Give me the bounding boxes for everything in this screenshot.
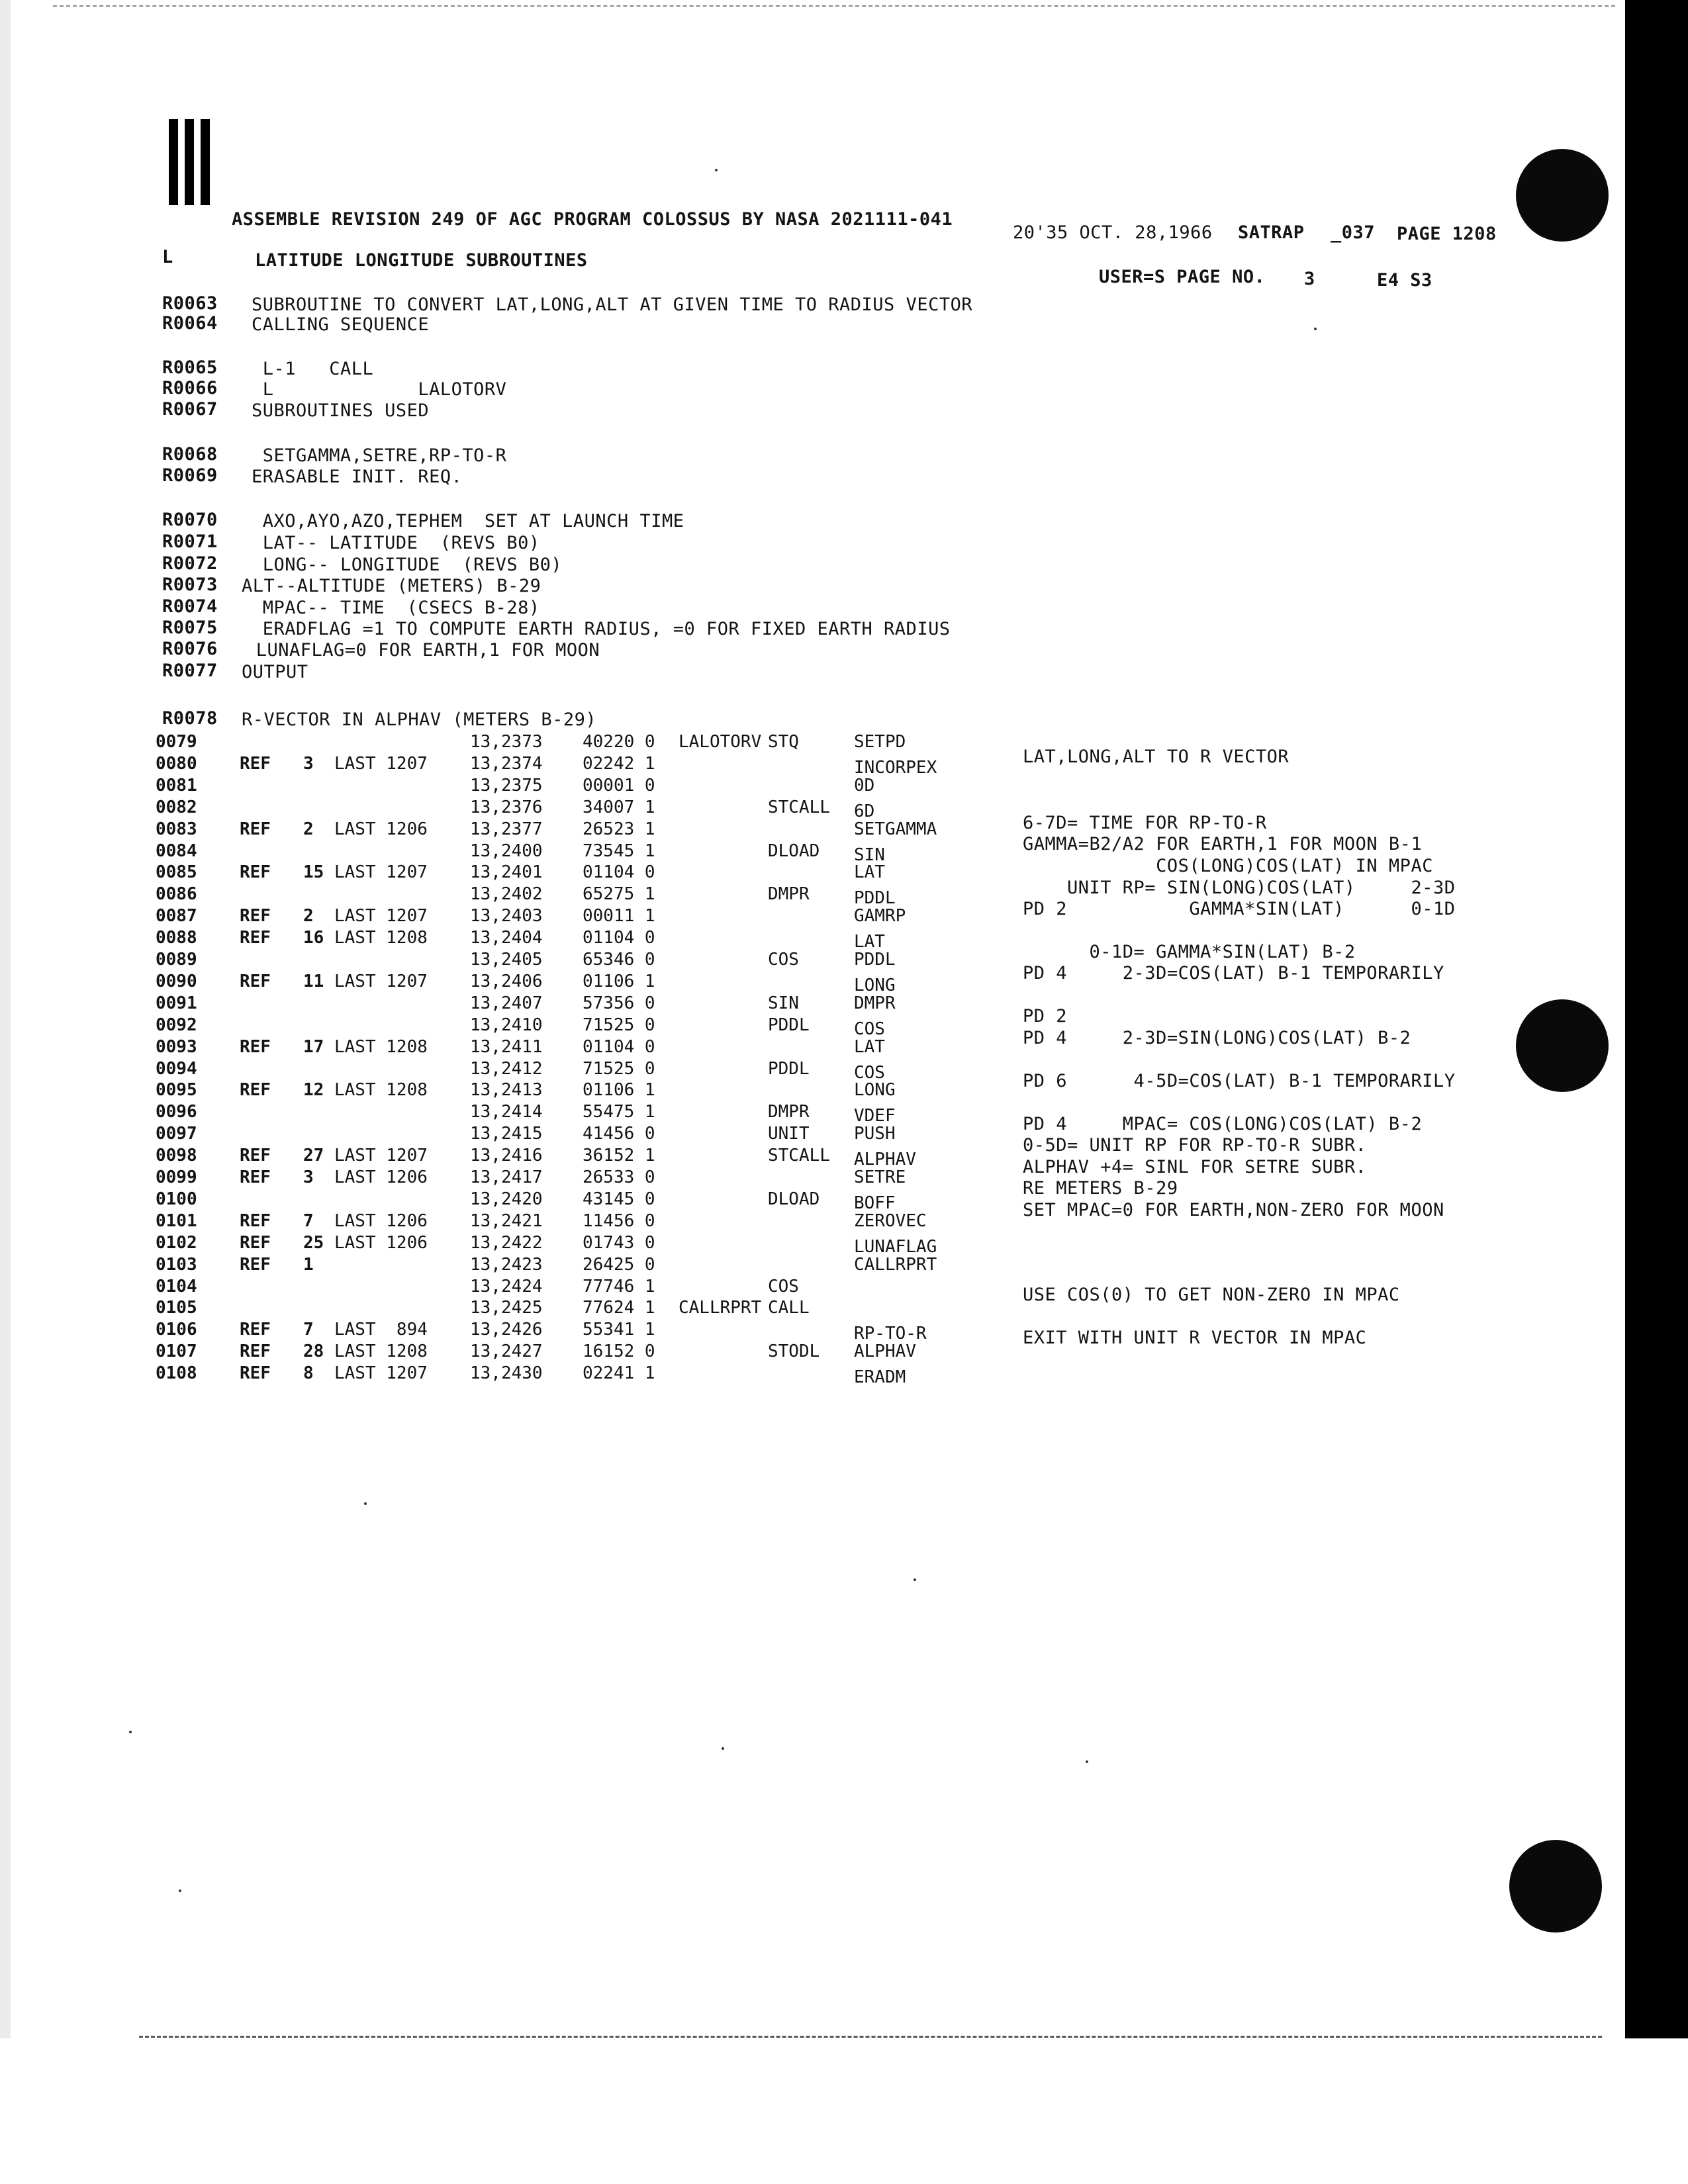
- address: 13,2417: [470, 1167, 543, 1187]
- remark-text: OUTPUT: [242, 662, 308, 682]
- operand: PDDL: [854, 950, 896, 970]
- ref-count: 17: [303, 1036, 324, 1057]
- remark-id: R0072: [162, 553, 218, 574]
- ref-marker: REF: [240, 928, 271, 948]
- operand: LUNAFLAG: [854, 1236, 937, 1257]
- address: 13,2412: [470, 1058, 543, 1079]
- address: 13,2425: [470, 1298, 543, 1318]
- top-perforation-rule: [53, 5, 1615, 7]
- address: 13,2376: [470, 797, 543, 817]
- last-ref: LAST 1207: [334, 753, 428, 774]
- opcode: COS: [768, 950, 799, 970]
- octal-word: 36152 1: [583, 1146, 655, 1166]
- remark-text: CALLING SEQUENCE: [252, 314, 430, 335]
- address: 13,2405: [470, 950, 543, 970]
- ref-marker: REF: [240, 1167, 271, 1187]
- last-ref: LAST 1207: [334, 862, 428, 883]
- address: 13,2402: [470, 884, 543, 905]
- bottom-perforation-rule: [139, 2036, 1602, 2038]
- opcode: STCALL: [768, 1146, 830, 1166]
- octal-word: 43145 0: [583, 1189, 655, 1209]
- comment-line: EXIT WITH UNIT R VECTOR IN MPAC: [1023, 1328, 1367, 1348]
- ref-marker: REF: [240, 819, 271, 839]
- operand: PUSH: [854, 1124, 896, 1144]
- opcode: DMPR: [768, 884, 810, 905]
- comment-line: GAMMA=B2/A2 FOR EARTH,1 FOR MOON B-1: [1023, 834, 1423, 854]
- line-number: 0102: [156, 1232, 197, 1253]
- address: 13,2427: [470, 1342, 543, 1362]
- opcode: CALL: [768, 1298, 810, 1318]
- line-number: 0092: [156, 1015, 197, 1035]
- remark-id: R0073: [162, 574, 218, 595]
- line-number: 0100: [156, 1189, 197, 1209]
- address: 13,2374: [470, 753, 543, 774]
- octal-word: 01104 0: [583, 862, 655, 883]
- ref-marker: REF: [240, 753, 271, 774]
- operand: SIN: [854, 844, 885, 865]
- comment-line: RE METERS B-29: [1023, 1178, 1178, 1199]
- ref-count: 27: [303, 1146, 324, 1166]
- operand: GAMRP: [854, 906, 906, 927]
- remark-id: R0070: [162, 510, 218, 530]
- octal-word: 00001 0: [583, 775, 655, 796]
- opcode: STCALL: [768, 797, 830, 817]
- address: 13,2404: [470, 928, 543, 948]
- octal-word: 01106 1: [583, 1080, 655, 1101]
- last-ref: LAST 1208: [334, 1342, 428, 1362]
- comment-line: SET MPAC=0 FOR EARTH,NON-ZERO FOR MOON: [1023, 1200, 1444, 1220]
- ref-marker: REF: [240, 1254, 271, 1275]
- octal-word: 16152 0: [583, 1342, 655, 1362]
- ref-marker: REF: [240, 1342, 271, 1362]
- opcode: DMPR: [768, 1102, 810, 1122]
- ref-marker: REF: [240, 1232, 271, 1253]
- comment-line: UNIT RP= SIN(LONG)COS(LAT) 2-3D: [1023, 878, 1456, 898]
- last-ref: LAST 1206: [334, 1232, 428, 1253]
- operand: 6D: [854, 801, 875, 821]
- ref-marker: REF: [240, 1036, 271, 1057]
- scan-speck: [364, 1502, 367, 1505]
- opcode: DLOAD: [768, 1189, 820, 1209]
- octal-word: 71525 0: [583, 1058, 655, 1079]
- octal-word: 40220 0: [583, 732, 655, 752]
- octal-word: 57356 0: [583, 993, 655, 1013]
- octal-word: 11456 0: [583, 1210, 655, 1231]
- operand: SETPD: [854, 732, 906, 752]
- ref-count: 3: [303, 753, 314, 774]
- comment-line: LAT,LONG,ALT TO R VECTOR: [1023, 747, 1289, 767]
- line-number: 0086: [156, 884, 197, 905]
- line-number: 0083: [156, 819, 197, 839]
- operand: LAT: [854, 862, 885, 883]
- satrap-label: SATRAP: [1238, 222, 1305, 243]
- address: 13,2373: [470, 732, 543, 752]
- comment-line: PD 4 2-3D=COS(LAT) B-1 TEMPORARILY: [1023, 963, 1444, 983]
- ref-marker: REF: [240, 1146, 271, 1166]
- scan-left-edge: [0, 0, 11, 2038]
- punch-hole-bottom: [1509, 1840, 1602, 1933]
- octal-word: 77746 1: [583, 1276, 655, 1297]
- comment-line: PD 4 2-3D=SIN(LONG)COS(LAT) B-2: [1023, 1028, 1411, 1048]
- operand: INCORPEX: [854, 757, 937, 778]
- octal-word: 65275 1: [583, 884, 655, 905]
- operand: LAT: [854, 932, 885, 952]
- opcode: STQ: [768, 732, 799, 752]
- ref-marker: REF: [240, 1210, 271, 1231]
- octal-word: 77624 1: [583, 1298, 655, 1318]
- address: 13,2416: [470, 1146, 543, 1166]
- remark-text: LONG-- LONGITUDE (REVS B0): [252, 555, 563, 575]
- line-number: 0096: [156, 1102, 197, 1122]
- operand: ZEROVEC: [854, 1210, 927, 1231]
- octal-word: 26523 1: [583, 819, 655, 839]
- octal-word: 00011 1: [583, 906, 655, 927]
- line-number: 0108: [156, 1363, 197, 1384]
- remark-text: R-VECTOR IN ALPHAV (METERS B-29): [242, 709, 597, 730]
- line-number: 0098: [156, 1146, 197, 1166]
- operand: DMPR: [854, 993, 896, 1013]
- last-ref: LAST 1207: [334, 971, 428, 991]
- address: 13,2422: [470, 1232, 543, 1253]
- ref-count: 15: [303, 862, 324, 883]
- operand: RP-TO-R: [854, 1324, 927, 1344]
- comment-line: 0-1D= GAMMA*SIN(LAT) B-2: [1023, 942, 1356, 962]
- line-number: 0101: [156, 1210, 197, 1231]
- opcode: SIN: [768, 993, 799, 1013]
- scan-speck: [715, 169, 718, 171]
- opcode: DLOAD: [768, 841, 820, 861]
- line-number: 0107: [156, 1342, 197, 1362]
- scan-speck: [914, 1578, 916, 1581]
- address: 13,2415: [470, 1124, 543, 1144]
- last-ref: LAST 1207: [334, 906, 428, 927]
- remark-id: R0071: [162, 531, 218, 552]
- remark-text: SUBROUTINE TO CONVERT LAT,LONG,ALT AT GIVEN TIME TO RADIUS VECTOR: [252, 295, 973, 315]
- opcode: COS: [768, 1276, 799, 1297]
- remark-id: R0075: [162, 617, 218, 638]
- octal-word: 34007 1: [583, 797, 655, 817]
- line-number: 0090: [156, 971, 197, 991]
- operand: BOFF: [854, 1193, 896, 1213]
- comment-line: COS(LONG)COS(LAT) IN MPAC: [1023, 856, 1433, 876]
- ref-count: 1: [303, 1254, 314, 1275]
- comment-line: USE COS(0) TO GET NON-ZERO IN MPAC: [1023, 1285, 1400, 1305]
- last-ref: LAST 1206: [334, 1167, 428, 1187]
- line-number: 0079: [156, 732, 197, 752]
- octal-word: 55341 1: [583, 1320, 655, 1340]
- opcode: PDDL: [768, 1058, 810, 1079]
- remark-text: LAT-- LATITUDE (REVS B0): [252, 533, 540, 553]
- ref-count: 2: [303, 906, 314, 927]
- octal-word: 55475 1: [583, 1102, 655, 1122]
- scan-speck: [129, 1731, 132, 1733]
- operand: 0D: [854, 775, 875, 796]
- octal-word: 41456 0: [583, 1124, 655, 1144]
- last-ref: LAST 1206: [334, 819, 428, 839]
- ref-marker: REF: [240, 1080, 271, 1101]
- operand: ALPHAV: [854, 1342, 916, 1362]
- octal-word: 01743 0: [583, 1232, 655, 1253]
- last-ref: LAST 1208: [334, 928, 428, 948]
- program-banner: ASSEMBLE REVISION 249 OF AGC PROGRAM COLOSSUS BY NASA 2021111-041: [232, 209, 953, 230]
- users-page-code: E4 S3: [1377, 270, 1432, 291]
- operand: VDEF: [854, 1106, 896, 1126]
- octal-word: 02241 1: [583, 1363, 655, 1384]
- operand: SETGAMMA: [854, 819, 937, 839]
- remark-text: L LALOTORV: [252, 379, 507, 400]
- ref-count: 25: [303, 1232, 324, 1253]
- line-number: 0085: [156, 862, 197, 883]
- listing-date: 20'35 OCT. 28,1966: [1013, 222, 1213, 243]
- remark-id: R0063: [162, 293, 218, 314]
- ref-count: 28: [303, 1342, 324, 1362]
- comment-line: PD 6 4-5D=COS(LAT) B-1 TEMPORARILY: [1023, 1071, 1456, 1091]
- ref-count: 7: [303, 1320, 314, 1340]
- remark-text: ERASABLE INIT. REQ.: [252, 467, 463, 487]
- operand: CALLRPRT: [854, 1254, 937, 1275]
- address: 13,2423: [470, 1254, 543, 1275]
- scan-right-edge: [1625, 0, 1688, 2038]
- remark-id: R0068: [162, 444, 218, 465]
- address: 13,2421: [470, 1210, 543, 1231]
- remark-id: R0076: [162, 639, 218, 659]
- line-number: 0097: [156, 1124, 197, 1144]
- remark-text: SUBROUTINES USED: [252, 400, 430, 421]
- ref-count: 12: [303, 1080, 324, 1101]
- ref-marker: REF: [240, 862, 271, 883]
- scan-speck: [179, 1889, 181, 1892]
- scan-speck: [1314, 328, 1317, 330]
- line-number: 0104: [156, 1276, 197, 1297]
- operand: COS: [854, 1019, 885, 1039]
- address: 13,2401: [470, 862, 543, 883]
- ref-marker: REF: [240, 1320, 271, 1340]
- page-code: _037: [1331, 222, 1376, 243]
- last-ref: LAST 1208: [334, 1080, 428, 1101]
- line-number: 0105: [156, 1298, 197, 1318]
- line-number: 0080: [156, 753, 197, 774]
- opcode: PDDL: [768, 1015, 810, 1035]
- last-ref: LAST 1207: [334, 1146, 428, 1166]
- remark-text: MPAC-- TIME (CSECS B-28): [252, 598, 540, 618]
- octal-word: 71525 0: [583, 1015, 655, 1035]
- address: 13,2400: [470, 841, 543, 861]
- operand: COS: [854, 1062, 885, 1083]
- operand: PDDL: [854, 888, 896, 909]
- ref-count: 7: [303, 1210, 314, 1231]
- line-number: 0088: [156, 928, 197, 948]
- ref-marker: REF: [240, 906, 271, 927]
- line-number: 0087: [156, 906, 197, 927]
- address: 13,2414: [470, 1102, 543, 1122]
- remark-text: ALT--ALTITUDE (METERS) B-29: [242, 576, 541, 596]
- line-number: 0106: [156, 1320, 197, 1340]
- remark-id: R0065: [162, 357, 218, 378]
- octal-word: 01104 0: [583, 1036, 655, 1057]
- comment-line: PD 4 MPAC= COS(LONG)COS(LAT) B-2: [1023, 1114, 1423, 1134]
- address: 13,2420: [470, 1189, 543, 1209]
- line-number: 0082: [156, 797, 197, 817]
- ref-marker: REF: [240, 971, 271, 991]
- address: 13,2406: [470, 971, 543, 991]
- line-number: 0099: [156, 1167, 197, 1187]
- comment-line: 0-5D= UNIT RP FOR RP-TO-R SUBR.: [1023, 1135, 1367, 1156]
- ref-marker: REF: [240, 1363, 271, 1384]
- operand: ERADM: [854, 1367, 906, 1388]
- line-number: 0103: [156, 1254, 197, 1275]
- address: 13,2426: [470, 1320, 543, 1340]
- octal-word: 01104 0: [583, 928, 655, 948]
- remark-text: AXO,AYO,AZO,TEPHEM SET AT LAUNCH TIME: [252, 511, 684, 531]
- line-number: 0081: [156, 775, 197, 796]
- remark-id: R0078: [162, 708, 218, 729]
- opcode: UNIT: [768, 1124, 810, 1144]
- address: 13,2430: [470, 1363, 543, 1384]
- code-label: CALLRPRT: [679, 1298, 762, 1318]
- ref-count: 8: [303, 1363, 314, 1384]
- remark-text: SETGAMMA,SETRE,RP-TO-R: [252, 445, 507, 466]
- comment-line: PD 2: [1023, 1006, 1068, 1026]
- address: 13,2411: [470, 1036, 543, 1057]
- page-number: PAGE 1208: [1397, 224, 1497, 244]
- octal-word: 02242 1: [583, 753, 655, 774]
- punch-hole-middle: [1516, 999, 1609, 1092]
- address: 13,2413: [470, 1080, 543, 1101]
- comment-line: ALPHAV +4= SINL FOR SETRE SUBR.: [1023, 1157, 1367, 1177]
- address: 13,2375: [470, 775, 543, 796]
- last-ref: LAST 1207: [334, 1363, 428, 1384]
- operand: ALPHAV: [854, 1150, 916, 1170]
- octal-word: 26533 0: [583, 1167, 655, 1187]
- octal-word: 65346 0: [583, 950, 655, 970]
- address: 13,2424: [470, 1276, 543, 1297]
- octal-word: 26425 0: [583, 1254, 655, 1275]
- operand: LONG: [854, 1080, 896, 1101]
- remark-id: R0066: [162, 378, 218, 398]
- ref-count: 3: [303, 1167, 314, 1187]
- remark-id: R0074: [162, 596, 218, 617]
- operand: LONG: [854, 975, 896, 995]
- comment-line: PD 2 GAMMA*SIN(LAT) 0-1D: [1023, 899, 1456, 919]
- last-ref: LAST 894: [334, 1320, 428, 1340]
- remark-text: L-1 CALL: [252, 359, 374, 379]
- address: 13,2377: [470, 819, 543, 839]
- remark-text: ERADFLAG =1 TO COMPUTE EARTH RADIUS, =0 FOR FIXED EARTH RADIUS: [252, 619, 951, 639]
- line-number: 0093: [156, 1036, 197, 1057]
- users-page-number: 3: [1304, 269, 1315, 289]
- scan-speck: [1086, 1760, 1088, 1763]
- line-number: 0094: [156, 1058, 197, 1079]
- line-number: 0091: [156, 993, 197, 1013]
- comment-line: 6-7D= TIME FOR RP-TO-R: [1023, 813, 1267, 833]
- address: 13,2410: [470, 1015, 543, 1035]
- section-letter: L: [162, 247, 173, 267]
- last-ref: LAST 1208: [334, 1036, 428, 1057]
- remark-id: R0064: [162, 313, 218, 334]
- line-number: 0089: [156, 950, 197, 970]
- octal-word: 01106 1: [583, 971, 655, 991]
- opcode: STODL: [768, 1342, 820, 1362]
- ref-count: 11: [303, 971, 324, 991]
- remark-text: LUNAFLAG=0 FOR EARTH,1 FOR MOON: [245, 640, 600, 660]
- ref-count: 2: [303, 819, 314, 839]
- remark-id: R0069: [162, 465, 218, 486]
- scan-speck: [722, 1747, 724, 1750]
- remark-id: R0077: [162, 660, 218, 681]
- operand: SETRE: [854, 1167, 906, 1187]
- code-label: LALOTORV: [679, 732, 762, 752]
- section-title: LATITUDE LONGITUDE SUBROUTINES: [255, 250, 588, 271]
- last-ref: LAST 1206: [334, 1210, 428, 1231]
- octal-word: 73545 1: [583, 841, 655, 861]
- remark-id: R0067: [162, 399, 218, 420]
- operand: LAT: [854, 1036, 885, 1057]
- address: 13,2403: [470, 906, 543, 927]
- line-number: 0095: [156, 1080, 197, 1101]
- address: 13,2407: [470, 993, 543, 1013]
- line-number: 0084: [156, 841, 197, 861]
- punch-hole-top: [1516, 149, 1609, 242]
- users-page-label: USER=S PAGE NO.: [1099, 267, 1266, 287]
- ref-count: 16: [303, 928, 324, 948]
